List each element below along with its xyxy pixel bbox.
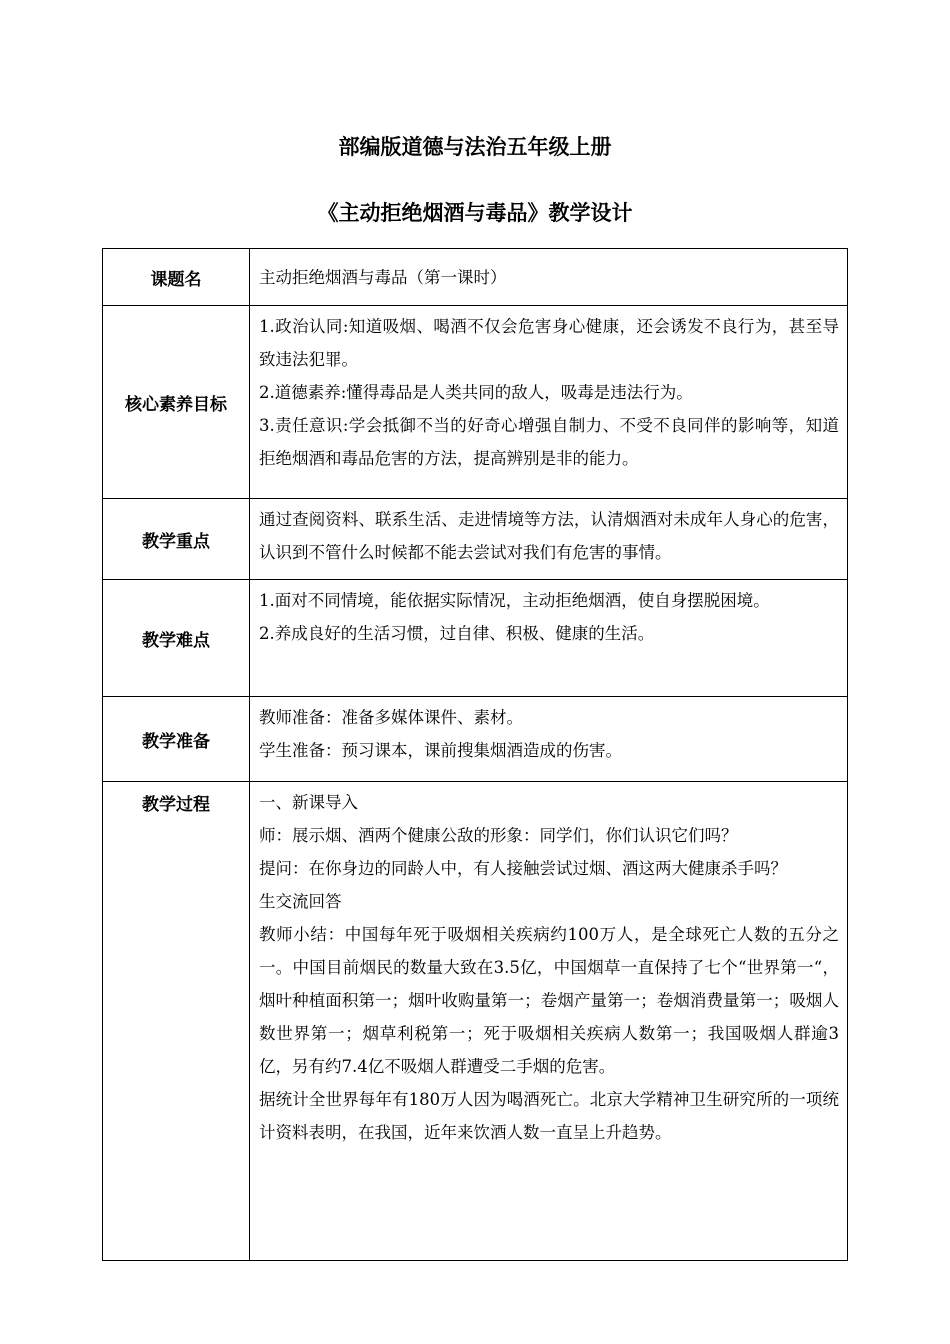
goal-item: 1.政治认同:知道吸烟、喝酒不仅会危害身心健康，还会诱发不良行为，甚至导致违法犯罪。 [259, 317, 839, 369]
table-row-preparation [103, 697, 848, 782]
document-subtitle: 《主动拒绝烟酒与毒品》教学设计 [317, 201, 633, 225]
key-points-content [250, 499, 848, 580]
document-title: 部编版道德与法治五年级上册 [338, 135, 612, 159]
table-row-difficulties [103, 580, 848, 697]
process-paragraph: 师：展示烟、酒两个健康公敌的形象：同学们，你们认识它们吗？ [259, 826, 738, 845]
topic-value: 主动拒绝烟酒与毒品（第一课时） [250, 249, 848, 306]
process-paragraph: 提问：在你身边的同龄人中，有人接触尝试过烟、酒这两大健康杀手吗？ [259, 859, 787, 878]
preparation-content [250, 697, 848, 782]
goals-label: 核心素养目标 [103, 306, 250, 499]
goal-item: 3.责任意识:学会抵御不当的好奇心增强自制力、不受不良同伴的影响等，知道拒绝烟酒和毒品危害的方法，提高辨别是非的能力。 [259, 416, 839, 468]
topic-label: 课题名 [103, 249, 250, 306]
difficulty-item: 2.养成良好的生活习惯，过自律、积极、健康的生活。 [259, 624, 655, 643]
process-paragraph: 生交流回答 [259, 892, 342, 911]
key-points-label: 教学重点 [103, 499, 250, 580]
lesson-plan-table [102, 248, 848, 1261]
process-paragraph: 一、新课导入 [259, 793, 358, 812]
table-row-topic [103, 249, 848, 306]
table-row-key-points [103, 499, 848, 580]
difficulties-content [250, 580, 848, 697]
goals-content [250, 306, 848, 499]
process-paragraph: 据统计全世界每年有180万人因为喝酒死亡。北京大学精神卫生研究所的一项统计资料表明，在我国，近年来饮酒人数一直呈上升趋势。 [259, 1090, 839, 1142]
key-points-text: 通过查阅资料、联系生活、走进情境等方法，认清烟酒对未成年人身心的危害，认识到不管什么时候都不能去尝试对我们有危害的事情。 [259, 510, 839, 562]
table-row-process [103, 782, 848, 1261]
difficulty-item: 1.面对不同情境，能依据实际情况，主动拒绝烟酒，使自身摆脱困境。 [259, 591, 770, 610]
table-row-goals [103, 306, 848, 499]
process-paragraph: 教师小结：中国每年死于吸烟相关疾病约100万人，是全球死亡人数的五分之一。中国目前烟民的数量大致在3.5亿，中国烟草一直保持了七个“世界第一“，烟叶种植面积第一；烟叶收购量第一；卷烟产量第一；卷烟消费量第一；吸烟人数世界第一；烟草利税第一；死于吸烟相关疾病人数第一；我国吸烟人群逾3亿，另有约7.4亿不吸烟人群遭受二手烟的危害。 [259, 925, 839, 1076]
preparation-label: 教学准备 [103, 697, 250, 782]
process-label: 教学过程 [103, 782, 250, 1261]
goal-item: 2.道德素养:懂得毒品是人类共同的敌人，吸毒是违法行为。 [259, 383, 693, 402]
preparation-item: 学生准备：预习课本，课前搜集烟酒造成的伤害。 [259, 741, 622, 760]
process-content [250, 782, 848, 1261]
difficulties-label: 教学难点 [103, 580, 250, 697]
preparation-item: 教师准备：准备多媒体课件、素材。 [259, 708, 523, 727]
